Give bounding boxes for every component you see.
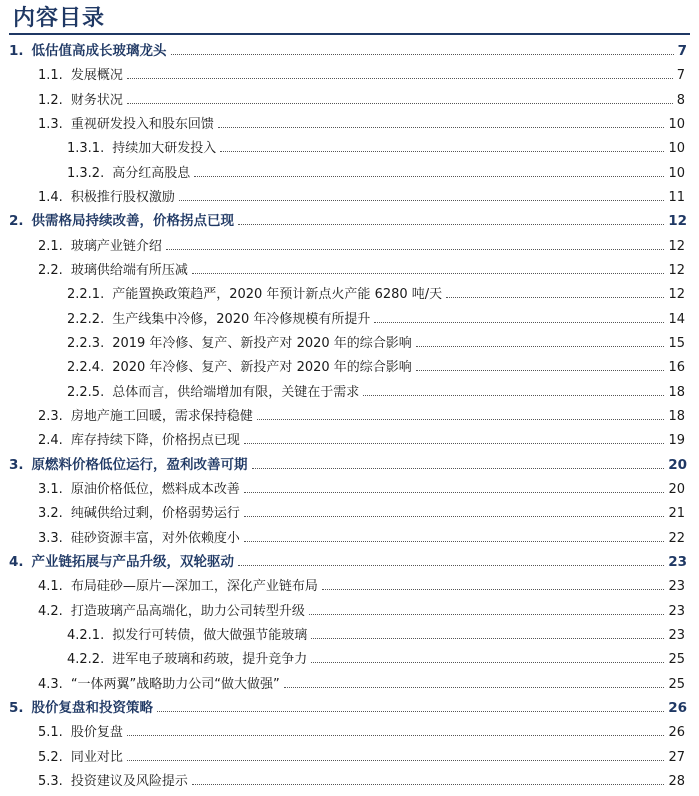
dot-leader [171, 54, 674, 55]
toc-entry-level2[interactable] [0, 741, 699, 765]
dot-leader [192, 273, 665, 274]
dot-leader [284, 687, 665, 688]
dot-leader [311, 662, 664, 663]
dot-leader [220, 151, 664, 152]
toc-entry-number: 4.3. [38, 676, 63, 692]
toc-entry-title[interactable]: 持续加大研发投入 [112, 141, 217, 157]
toc-entry-title[interactable]: 股价复盘和投资策略 [31, 699, 154, 716]
toc-entry-title[interactable]: 2019 年冷修、复产、新投产对 2020 年的综合影响 [112, 335, 412, 351]
toc-entry-number: 1.3.1. [67, 141, 105, 157]
toc-entry-number: 2.2. [38, 262, 63, 278]
toc-entry-title[interactable]: 2020 年冷修、复产、新投产对 2020 年的综合影响 [112, 360, 412, 376]
toc-entry-page-number[interactable]: 12 [668, 287, 685, 303]
dot-leader [363, 395, 664, 396]
toc-entry-page-number[interactable]: 8 [676, 92, 685, 108]
toc-entry-level3[interactable] [0, 643, 699, 667]
toc-entry-page-number[interactable]: 23 [668, 579, 685, 595]
toc-entry-page-number[interactable]: 12 [668, 238, 685, 254]
toc-entry-level2[interactable] [0, 181, 699, 205]
dot-leader [244, 443, 665, 444]
toc-entry-level2[interactable] [0, 716, 699, 740]
toc-entry-title[interactable]: 进军电子玻璃和药玻，提升竞争力 [112, 652, 308, 668]
dot-leader [446, 297, 664, 298]
toc-entry-level2[interactable] [0, 765, 699, 789]
dot-leader [192, 784, 665, 785]
toc-entry-level2[interactable] [0, 473, 699, 497]
toc-entry-page-number[interactable]: 21 [668, 506, 685, 522]
toc-entry-title[interactable]: 投资建议及风险提示 [70, 773, 188, 789]
toc-entry-title[interactable]: 布局硅砂—原片—深加工，深化产业链布局 [70, 579, 318, 595]
toc-entry-title[interactable]: 原燃料价格低位运行，盈利改善可期 [31, 456, 248, 473]
toc-entry-level2[interactable] [0, 424, 699, 448]
toc-entry-level2[interactable] [0, 668, 699, 692]
toc-entry-page-number[interactable]: 12 [668, 213, 687, 230]
toc-entry-title[interactable]: 房地产施工回暖，需求保持稳健 [70, 408, 253, 424]
toc-entry-title[interactable]: 股价复盘 [70, 725, 123, 741]
toc-entry-level1[interactable] [0, 692, 699, 716]
toc-entry-number: 5.3. [38, 773, 63, 789]
toc-entry-level1[interactable] [0, 449, 699, 473]
toc-entry-page-number[interactable]: 27 [668, 749, 685, 765]
toc-entry-title[interactable]: 发展概况 [70, 68, 123, 84]
toc-entry-title[interactable]: 打造玻璃产品高端化，助力公司转型升级 [70, 603, 305, 619]
toc-entry-number: 2.4. [38, 433, 63, 449]
toc-entry-page-number[interactable]: 20 [668, 456, 687, 473]
toc-entry-title[interactable]: 重视研发投入和股东回馈 [70, 116, 214, 132]
toc-entry-level2[interactable] [0, 400, 699, 424]
toc-entry-page-number[interactable]: 16 [668, 360, 685, 376]
toc-entry-page-number[interactable]: 23 [668, 627, 685, 643]
dot-leader [166, 249, 665, 250]
toc-entry-number: 2.2.4. [67, 360, 105, 376]
toc-entry-page-number[interactable]: 28 [668, 773, 685, 789]
toc-entry-level2[interactable] [0, 497, 699, 521]
toc-entry-level2[interactable] [0, 522, 699, 546]
dot-leader [257, 419, 665, 420]
toc-entry-number: 5.1. [38, 725, 63, 741]
toc-entry-title[interactable]: 玻璃供给端有所压减 [70, 262, 188, 278]
toc-entry-number: 1. [9, 43, 24, 59]
toc-entry-title[interactable]: 硅砂资源丰富，对外依赖度小 [70, 530, 240, 546]
toc-entry-level3[interactable] [0, 376, 699, 400]
toc-entry-number: 2.2.1. [67, 287, 105, 303]
dot-leader [127, 103, 673, 104]
toc-entry-title[interactable]: 原油价格低位，燃料成本改善 [70, 481, 240, 497]
dot-leader [244, 516, 665, 517]
toc-entry-number: 4.2. [38, 603, 63, 619]
toc-entry-title[interactable]: 供需格局持续改善，价格拐点已现 [31, 213, 235, 230]
toc-entry-number: 2.2.5. [67, 384, 105, 400]
toc-entry-level3[interactable] [0, 619, 699, 643]
toc-entry-number: 5. [9, 699, 24, 716]
toc-entry-title[interactable]: 产业链拓展与产品升级，双轮驱动 [31, 553, 235, 570]
toc-entry-level2[interactable] [0, 108, 699, 132]
toc-entry-number: 3.2. [38, 506, 63, 522]
toc-entry-level2[interactable] [0, 570, 699, 594]
dot-leader [127, 760, 665, 761]
toc-entry-level3[interactable] [0, 132, 699, 156]
toc-entry-level1[interactable] [0, 205, 699, 229]
toc-entry-title[interactable]: 库存持续下降，价格拐点已现 [70, 433, 240, 449]
toc-title: 内容目录 [13, 5, 106, 31]
toc-entry-level2[interactable] [0, 59, 699, 83]
dot-leader [194, 176, 664, 177]
dot-leader [127, 78, 673, 79]
toc-entry-page-number[interactable]: 23 [668, 553, 687, 570]
dot-leader [244, 492, 665, 493]
toc-entry-number: 4.1. [38, 579, 63, 595]
toc-entry-page-number[interactable]: 7 [676, 68, 685, 84]
toc-entry-title[interactable]: 生产线集中冷修，2020 年冷修规模有所提升 [112, 311, 371, 327]
toc-entry-number: 2.3. [38, 408, 63, 424]
toc-entry-level3[interactable] [0, 278, 699, 302]
toc-entry-title[interactable]: 总体而言，供给端增加有限，关键在于需求 [112, 384, 360, 400]
toc-entry-page-number[interactable]: 11 [668, 189, 685, 205]
toc-entry-level3[interactable] [0, 303, 699, 327]
toc-entry-title[interactable]: 纯碱供给过剩，价格弱势运行 [70, 506, 240, 522]
toc-entry-number: 1.3. [38, 116, 63, 132]
toc-entry-page-number[interactable]: 12 [668, 262, 685, 278]
toc-entry-title[interactable]: 低估值高成长玻璃龙头 [31, 43, 167, 59]
toc-entry-title[interactable]: “一体两翼”战略助力公司“做大做强” [70, 676, 280, 692]
dot-leader [322, 589, 665, 590]
toc-entry-page-number[interactable]: 18 [668, 408, 685, 424]
toc-entry-page-number[interactable]: 20 [668, 481, 685, 497]
toc-entry-number: 1.2. [38, 92, 63, 108]
toc-entry-number: 2.1. [38, 238, 63, 254]
toc-entry-number: 5.2. [38, 749, 63, 765]
dot-leader [252, 468, 665, 469]
toc-entry-level3[interactable] [0, 351, 699, 375]
toc-entry-page-number[interactable]: 15 [668, 335, 685, 351]
toc-entry-level2[interactable] [0, 254, 699, 278]
toc-entry-level3[interactable] [0, 327, 699, 351]
toc-entry-number: 1.4. [38, 189, 63, 205]
toc-entry-page-number[interactable]: 26 [668, 725, 685, 741]
toc-entry-page-number[interactable]: 25 [668, 652, 685, 668]
toc-entry-number: 2.2.3. [67, 335, 105, 351]
dot-leader [309, 614, 665, 615]
dot-leader [157, 711, 664, 712]
toc-entry-number: 4. [9, 553, 24, 570]
toc-entry-number: 3. [9, 456, 24, 473]
toc-entry-page-number[interactable]: 19 [668, 433, 685, 449]
dot-leader [238, 565, 664, 566]
toc-entry-number: 2. [9, 213, 24, 230]
toc-entry-number: 3.3. [38, 530, 63, 546]
toc-entry-title[interactable]: 玻璃产业链介绍 [70, 238, 162, 254]
toc-entry-level3[interactable] [0, 157, 699, 181]
dot-leader [416, 370, 665, 371]
dot-leader [374, 322, 664, 323]
toc-entry-number: 1.3.2. [67, 165, 105, 181]
toc-entry-level1[interactable] [0, 546, 699, 570]
toc-entry-number: 1.1. [38, 68, 63, 84]
toc-entry-title[interactable]: 财务状况 [70, 92, 123, 108]
toc-entry-number: 2.2.2. [67, 311, 105, 327]
toc-entry-number: 4.2.2. [67, 652, 105, 668]
toc-entry-page-number[interactable]: 10 [668, 165, 685, 181]
toc-entry-title[interactable]: 拟发行可转债，做大做强节能玻璃 [112, 627, 308, 643]
toc-entry-page-number[interactable]: 23 [668, 603, 685, 619]
toc-entry-level2[interactable] [0, 230, 699, 254]
toc-entry-level2[interactable] [0, 595, 699, 619]
dot-leader [179, 200, 665, 201]
dot-leader [218, 127, 665, 128]
dot-leader [244, 541, 665, 542]
toc-entry-title[interactable]: 同业对比 [70, 749, 123, 765]
toc-entry-page-number[interactable]: 22 [668, 530, 685, 546]
toc-entry-title[interactable]: 高分红高股息 [112, 165, 191, 181]
toc-entry-number: 4.2.1. [67, 627, 105, 643]
dot-leader [311, 638, 664, 639]
toc-entry-page-number[interactable]: 7 [677, 43, 687, 59]
toc-entry-page-number[interactable]: 18 [668, 384, 685, 400]
toc-entry-level2[interactable] [0, 84, 699, 108]
toc-entry-page-number[interactable]: 10 [668, 141, 685, 157]
toc-entry-title[interactable]: 积极推行股权激励 [70, 189, 175, 205]
toc-entry-page-number[interactable]: 14 [668, 311, 685, 327]
dot-leader [238, 224, 664, 225]
toc-entry-title[interactable]: 产能置换政策趋严，2020 年预计新点火产能 6280 吨/天 [112, 287, 443, 303]
toc-entry-page-number[interactable]: 25 [668, 676, 685, 692]
dot-leader [416, 346, 665, 347]
toc-entry-number: 3.1. [38, 481, 63, 497]
toc-entry-page-number[interactable]: 26 [668, 699, 687, 716]
dot-leader [127, 735, 665, 736]
toc-entry-page-number[interactable]: 10 [668, 116, 685, 132]
toc-entry-level1[interactable] [0, 35, 699, 59]
